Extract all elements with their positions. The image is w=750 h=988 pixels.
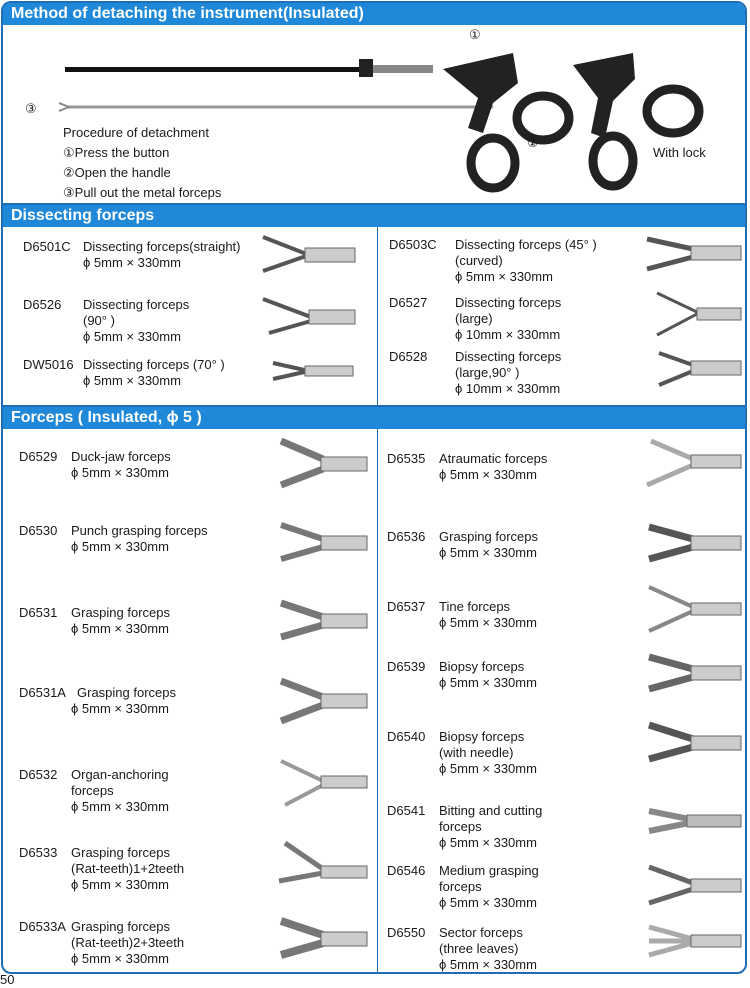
product-name: Dissecting forceps (70° ) bbox=[83, 357, 225, 372]
forceps-image bbox=[275, 839, 369, 889]
product-spec: ϕ 5mm × 330mm bbox=[71, 621, 169, 636]
procedure-step: ②Open the handle bbox=[63, 165, 171, 180]
product-spec: ϕ 5mm × 330mm bbox=[71, 951, 169, 966]
product-name: Dissecting forceps bbox=[455, 349, 562, 364]
product-code: D6536 bbox=[387, 529, 426, 544]
product-name: Biopsy forceps bbox=[439, 729, 525, 744]
forceps-image bbox=[259, 231, 357, 277]
product-name-detail: (three leaves) bbox=[439, 941, 519, 956]
metal-forceps-jaw bbox=[59, 103, 69, 111]
product-name-detail: (Rat-teeth)1+2teeth bbox=[71, 861, 185, 876]
product-code: D6501C bbox=[23, 239, 71, 254]
product-code: DW5016 bbox=[23, 357, 74, 372]
forceps-image bbox=[275, 755, 369, 811]
product-code: D6540 bbox=[387, 729, 426, 744]
product-name-detail: (large,90° ) bbox=[455, 365, 520, 380]
product-name: Bitting and cutting bbox=[439, 803, 543, 818]
page-number: 50 bbox=[0, 972, 15, 987]
forceps-section-title: Forceps ( Insulated, ϕ 5 ) bbox=[3, 407, 745, 429]
product-spec: ϕ 5mm × 330mm bbox=[439, 835, 537, 850]
product-spec: ϕ 5mm × 330mm bbox=[83, 329, 181, 344]
product-code: D6550 bbox=[387, 925, 426, 940]
product-spec: ϕ 5mm × 330mm bbox=[439, 545, 537, 560]
product-spec: ϕ 5mm × 330mm bbox=[83, 373, 181, 388]
forceps-image bbox=[643, 649, 743, 697]
product-spec: ϕ 5mm × 330mm bbox=[83, 255, 181, 270]
product-name: Atraumatic forceps bbox=[439, 451, 548, 466]
forceps-image bbox=[643, 861, 743, 909]
product-name: Sector forceps bbox=[439, 925, 523, 940]
product-code: D6537 bbox=[387, 599, 426, 614]
product-name: Punch grasping forceps bbox=[71, 523, 208, 538]
product-name-detail: (Rat-teeth)2+3teeth bbox=[71, 935, 185, 950]
product-code: D6530 bbox=[19, 523, 58, 538]
product-code: D6528 bbox=[389, 349, 428, 364]
product-name-detail: (large) bbox=[455, 311, 493, 326]
forceps-image bbox=[643, 717, 743, 767]
product-name-detail: (90° ) bbox=[83, 313, 115, 328]
product-name: Dissecting forceps bbox=[83, 297, 190, 312]
product-spec: ϕ 5mm × 330mm bbox=[455, 269, 553, 284]
product-name: Dissecting forceps(straight) bbox=[83, 239, 241, 254]
product-name: Grasping forceps bbox=[71, 845, 170, 860]
sheath-connector bbox=[359, 59, 373, 77]
forceps-image bbox=[275, 673, 369, 729]
forceps-image bbox=[269, 357, 357, 387]
catalog-page bbox=[1, 1, 747, 974]
product-code: D6526 bbox=[23, 297, 62, 312]
handle-illustration bbox=[443, 53, 569, 188]
marker-1: ① bbox=[469, 27, 481, 42]
product-spec: ϕ 5mm × 330mm bbox=[439, 675, 537, 690]
handle-with-lock-illustration bbox=[573, 53, 699, 186]
procedure-steps bbox=[63, 143, 221, 203]
product-name: Grasping forceps bbox=[77, 685, 176, 700]
product-spec: ϕ 5mm × 330mm bbox=[439, 615, 537, 630]
marker-2: ② bbox=[527, 135, 539, 150]
product-spec: ϕ 5mm × 330mm bbox=[71, 877, 169, 892]
product-spec: ϕ 5mm × 330mm bbox=[71, 465, 169, 480]
product-name: Grasping forceps bbox=[439, 529, 538, 544]
forceps-image bbox=[275, 913, 369, 963]
product-spec: ϕ 10mm × 330mm bbox=[455, 381, 561, 396]
product-name: Tine forceps bbox=[439, 599, 511, 614]
column-divider bbox=[377, 429, 378, 974]
product-name: Grasping forceps bbox=[71, 919, 170, 934]
product-spec: ϕ 5mm × 330mm bbox=[71, 539, 169, 554]
product-spec: ϕ 5mm × 330mm bbox=[71, 799, 169, 814]
product-code: D6503C bbox=[389, 237, 437, 252]
product-spec: ϕ 5mm × 330mm bbox=[439, 957, 537, 972]
column-divider bbox=[377, 227, 378, 405]
forceps-image bbox=[643, 583, 743, 635]
product-name: Biopsy forceps bbox=[439, 659, 525, 674]
product-name-detail: (with needle) bbox=[439, 745, 514, 760]
product-name-detail: forceps bbox=[439, 879, 482, 894]
product-name: Dissecting forceps bbox=[455, 295, 562, 310]
product-name: Grasping forceps bbox=[71, 605, 170, 620]
forceps-image bbox=[275, 433, 369, 495]
procedure-title: Procedure of detachment bbox=[63, 125, 209, 140]
forceps-image bbox=[275, 517, 369, 567]
product-code: D6529 bbox=[19, 449, 58, 464]
product-spec: ϕ 5mm × 330mm bbox=[439, 467, 537, 482]
product-name-detail: forceps bbox=[439, 819, 482, 834]
product-name: Organ-anchoring bbox=[71, 767, 169, 782]
product-code: D6531 bbox=[19, 605, 58, 620]
product-code: D6541 bbox=[387, 803, 426, 818]
product-name: Dissecting forceps (45° ) bbox=[455, 237, 597, 252]
forceps-image bbox=[653, 289, 743, 339]
forceps-image bbox=[643, 919, 743, 963]
product-code: D6539 bbox=[387, 659, 426, 674]
forceps-image bbox=[653, 349, 743, 389]
product-spec: ϕ 10mm × 330mm bbox=[455, 327, 561, 342]
product-name-detail: forceps bbox=[71, 783, 114, 798]
dissecting-section-title: Dissecting forceps bbox=[3, 205, 745, 227]
product-name: Duck-jaw forceps bbox=[71, 449, 171, 464]
procedure-step: ③Pull out the metal forceps bbox=[63, 185, 222, 200]
product-code: D6532 bbox=[19, 767, 58, 782]
product-spec: ϕ 5mm × 330mm bbox=[439, 761, 537, 776]
forceps-image bbox=[643, 231, 743, 277]
product-name: Medium grasping bbox=[439, 863, 539, 878]
product-code: D6533A bbox=[19, 919, 66, 934]
insulated-sheath bbox=[65, 67, 365, 72]
detach-section-title: Method of detaching the instrument(Insulated) bbox=[3, 3, 745, 25]
sheath-tip bbox=[373, 65, 433, 73]
forceps-image bbox=[275, 595, 369, 645]
product-spec: ϕ 5mm × 330mm bbox=[439, 895, 537, 910]
forceps-image bbox=[259, 293, 357, 339]
product-code: D6535 bbox=[387, 451, 426, 466]
product-code: D6533 bbox=[19, 845, 58, 860]
product-code: D6531A bbox=[19, 685, 66, 700]
marker-3: ③ bbox=[25, 101, 37, 116]
product-code: D6527 bbox=[389, 295, 428, 310]
forceps-image bbox=[643, 435, 743, 491]
forceps-image bbox=[643, 803, 743, 839]
product-code: D6546 bbox=[387, 863, 426, 878]
product-name-detail: (curved) bbox=[455, 253, 503, 268]
procedure-step: ①Press the button bbox=[63, 145, 170, 160]
with-lock-label: With lock bbox=[653, 145, 706, 160]
forceps-image bbox=[643, 519, 743, 567]
product-spec: ϕ 5mm × 330mm bbox=[71, 701, 169, 716]
